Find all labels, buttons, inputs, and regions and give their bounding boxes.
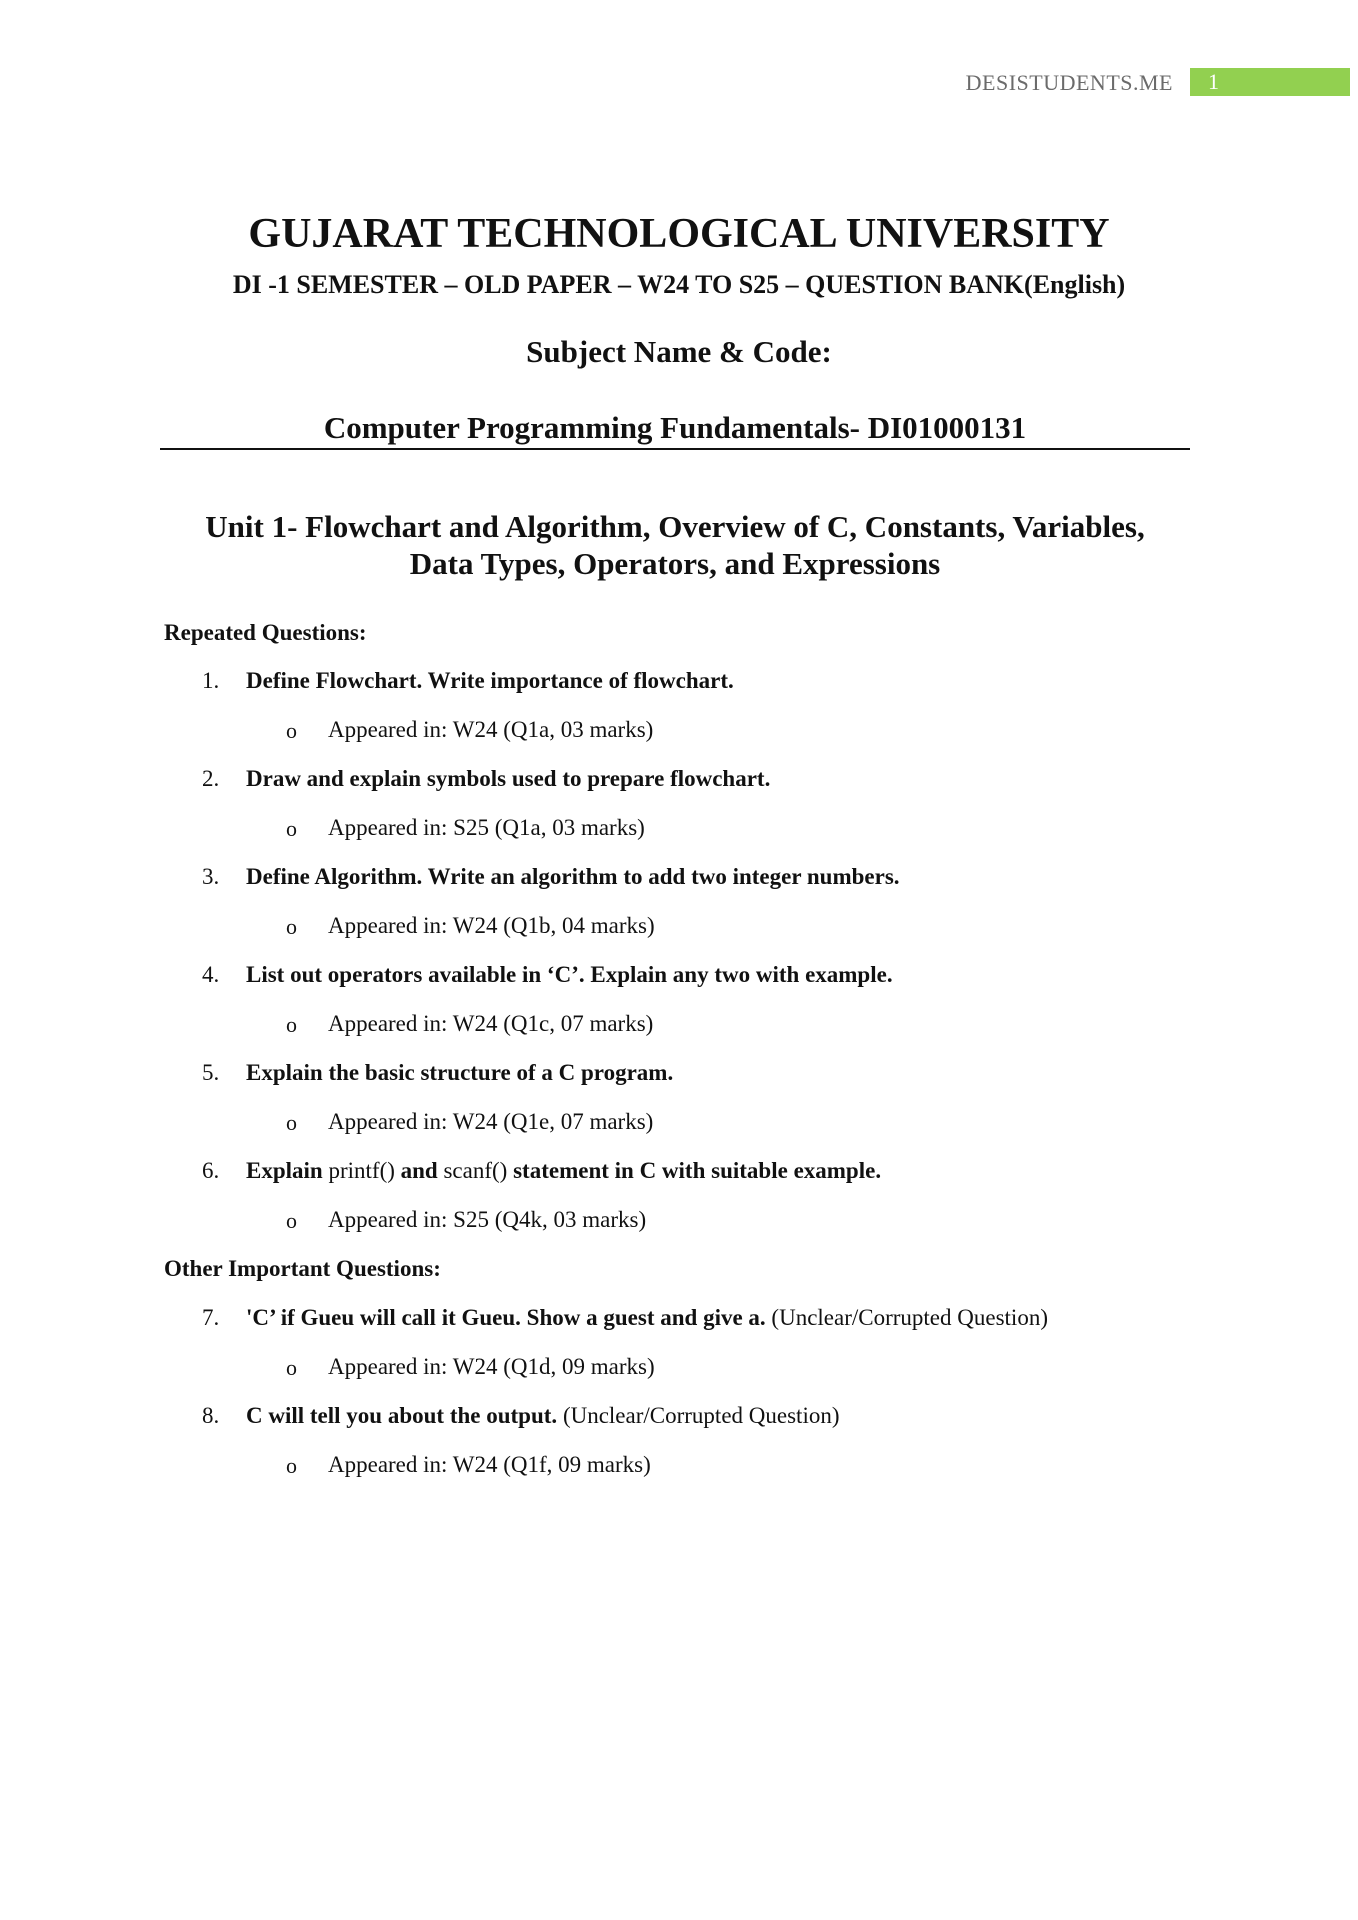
bullet-icon: o [286, 914, 297, 939]
subject-label: Subject Name & Code: [526, 334, 832, 369]
question-text-part: Explain [246, 1158, 323, 1183]
appeared-in: Appeared in: W24 (Q1d, 09 marks) [328, 1354, 655, 1379]
unit-heading-line-1: Unit 1- Flowchart and Algorithm, Overview of C, Constants, Variables, [205, 509, 1145, 544]
unit-heading-line-2: Data Types, Operators, and Expressions [409, 546, 941, 581]
bullet-icon: o [286, 1012, 297, 1037]
code-scanf: scanf() [443, 1158, 508, 1183]
appeared-in: Appeared in: S25 (Q4k, 03 marks) [328, 1207, 647, 1232]
question-text: Define Algorithm. Write an algorithm to add two integer numbers. [246, 864, 900, 889]
university-title: GUJARAT TECHNOLOGICAL UNIVERSITY [248, 211, 1110, 257]
question-number: 7. [202, 1305, 220, 1330]
subject-name: Computer Programming Fundamentals- DI01000131 [323, 410, 1027, 445]
question-note: (Unclear/Corrupted Question) [562, 1403, 840, 1428]
divider-line [160, 448, 1190, 450]
question-text [246, 1305, 1048, 1331]
question-number: 3. [202, 864, 220, 889]
appeared-in: Appeared in: W24 (Q1b, 04 marks) [328, 913, 655, 938]
question-number: 6. [202, 1158, 220, 1183]
question-note: (Unclear/Corrupted Question) [771, 1305, 1048, 1330]
bullet-icon: o [286, 1355, 297, 1380]
document-subtitle: DI -1 SEMESTER – OLD PAPER – W24 TO S25 – QUESTION BANK(English) [232, 270, 1126, 299]
question-text-part: and [400, 1158, 438, 1183]
other-questions-heading: Other Important Questions: [164, 1256, 441, 1281]
bullet-icon: o [286, 1208, 297, 1233]
question-number: 4. [202, 962, 220, 987]
site-name: DESISTUDENTS.ME [965, 70, 1173, 95]
question-text: Explain the basic structure of a C program. [246, 1060, 674, 1085]
question-text [246, 1158, 881, 1184]
question-number: 5. [202, 1060, 220, 1085]
question-text-part: C will tell you about the output. [246, 1403, 558, 1428]
question-text [246, 1403, 840, 1429]
appeared-in: Appeared in: W24 (Q1f, 09 marks) [328, 1452, 651, 1477]
question-number: 2. [202, 766, 220, 791]
bullet-icon: o [286, 1110, 297, 1135]
question-text-part: 'C’ if Gueu will call it Gueu. Show a guest and give a. [246, 1305, 766, 1330]
bullet-icon: o [286, 1453, 297, 1478]
question-number: 1. [202, 668, 220, 693]
page-number: 1 [1190, 68, 1350, 96]
question-text-part: statement in C with suitable example. [513, 1158, 882, 1183]
appeared-in: Appeared in: W24 (Q1a, 03 marks) [328, 717, 654, 742]
question-text: Define Flowchart. Write importance of flowchart. [246, 668, 734, 693]
question-text: List out operators available in ‘C’. Explain any two with example. [246, 962, 893, 987]
code-printf: printf() [328, 1158, 395, 1183]
question-text: Draw and explain symbols used to prepare flowchart. [246, 766, 771, 791]
appeared-in: Appeared in: S25 (Q1a, 03 marks) [328, 815, 645, 840]
appeared-in: Appeared in: W24 (Q1e, 07 marks) [328, 1109, 654, 1134]
bullet-icon: o [286, 816, 297, 841]
bullet-icon: o [286, 718, 297, 743]
unit-heading [160, 508, 1190, 582]
question-number: 8. [202, 1403, 220, 1428]
repeated-questions-heading: Repeated Questions: [164, 620, 367, 645]
appeared-in: Appeared in: W24 (Q1c, 07 marks) [328, 1011, 654, 1036]
